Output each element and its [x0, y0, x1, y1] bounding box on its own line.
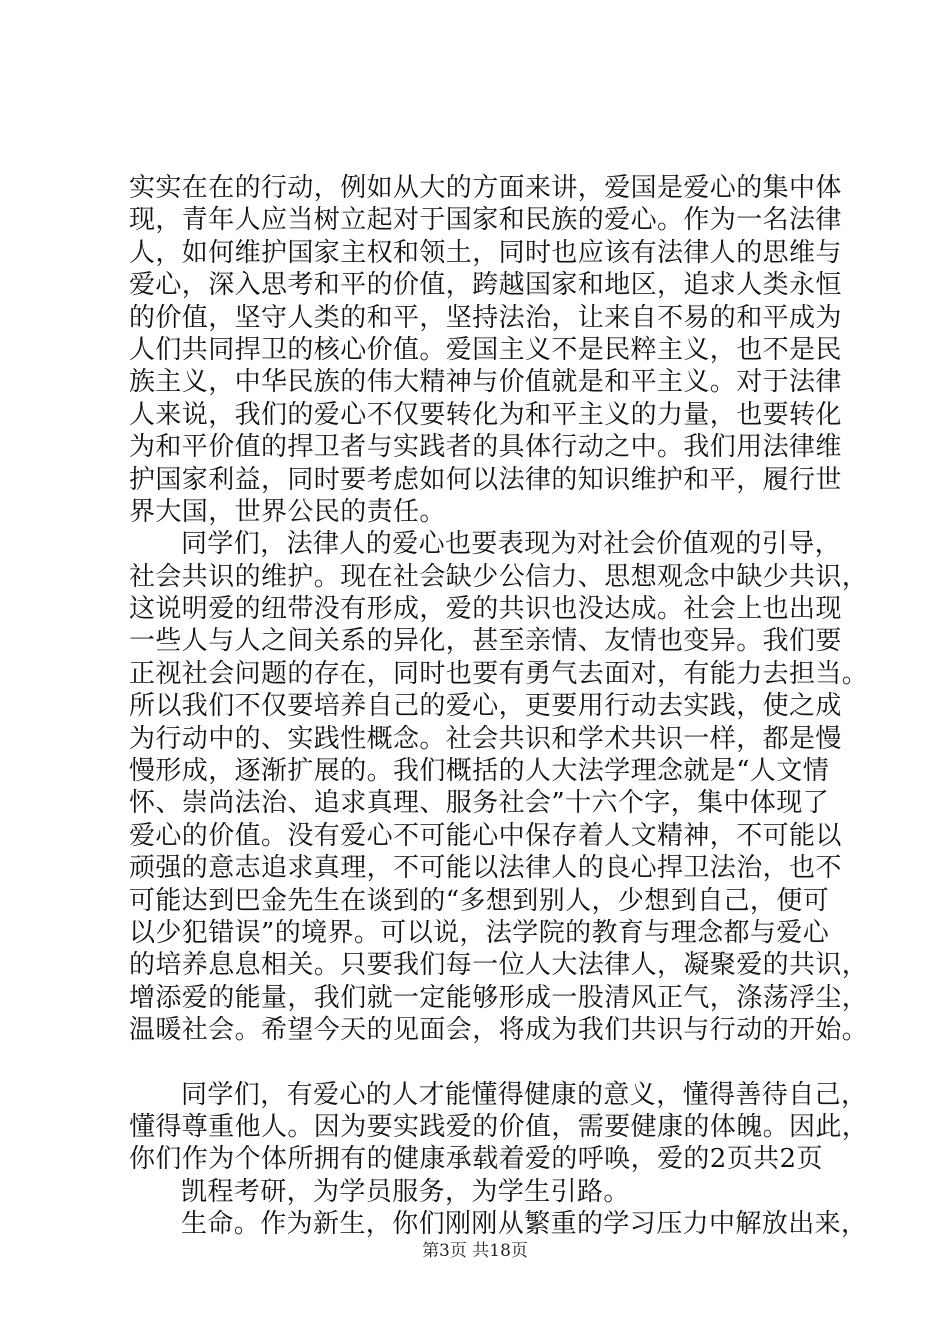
text-line: 怀、崇尚法治、追求真理、服务社会”十六个字，集中体现了	[129, 788, 830, 819]
text-line: 增添爱的能量，我们就一定能够形成一股清风正气，涤荡浮尘，	[129, 982, 869, 1013]
text-line: 一些人与人之间关系的异化，甚至亲情、友情也变异。我们要	[129, 626, 842, 657]
text-line: 界大国，世界公民的责任。	[129, 496, 446, 527]
paragraph-3	[129, 1079, 869, 1176]
text-line: 社会共识的维护。现在社会缺少公信力、思想观念中缺少共识，	[129, 561, 869, 592]
text-line: 以少犯错误”的境界。可以说，法学院的教育与理念都与爱心	[129, 917, 830, 948]
text-line: 爱心的价值。没有爱心不可能心中保存着人文精神，不可能以	[129, 820, 842, 851]
text-line: 正视社会问题的存在，同时也要有勇气去面对，有能力去担当。	[129, 658, 869, 689]
text-line: 的价值，坚守人类的和平，坚持法治，让来自不易的和平成为	[129, 302, 842, 333]
page-number-footer: 第3页 共18页	[422, 1241, 528, 1261]
text-line: 为行动中的、实践性概念。社会共识和学术共识一样，都是慢	[129, 723, 842, 754]
paragraph-2	[129, 528, 869, 1046]
text-line: 生命。作为新生，你们刚刚从繁重的学习压力中解放出来，	[181, 1209, 868, 1240]
paragraph-1	[129, 172, 859, 528]
text-line: 温暖社会。希望今天的见面会，将成为我们共识与行动的开始。	[129, 1015, 869, 1046]
text-line: 实实在在的行动，例如从大的方面来讲，爱国是爱心的集中体	[129, 173, 842, 203]
text-line: 人来说，我们的爱心不仅要转化为和平主义的力量，也要转化	[129, 399, 842, 430]
text-line: 为和平价值的捍卫者与实践者的具体行动之中。我们用法律维	[129, 432, 842, 463]
text-line: 懂得尊重他人。因为要实践爱的价值，需要健康的体魄。因此，	[129, 1111, 869, 1142]
paragraph-5	[129, 1208, 868, 1240]
text-line: 顽强的意志追求真理，不可能以法律人的良心捍卫法治，也不	[129, 853, 842, 884]
text-line: 你们作为个体所拥有的健康承载着爱的呼唤，爱的2页共2页	[129, 1144, 823, 1175]
document-body	[129, 172, 869, 1241]
text-line: 人们共同捍卫的核心价值。爱国主义不是民粹主义，也不是民	[129, 334, 842, 365]
text-line: 同学们，法律人的爱心也要表现为对社会价值观的引导，	[181, 529, 842, 560]
text-line: 凯程考研，为学员服务，为学生引路。	[181, 1176, 630, 1207]
text-line: 的培养息息相关。只要我们每一位人大法律人，凝聚爱的共识，	[129, 950, 869, 981]
paragraph-4	[129, 1176, 859, 1208]
text-line: 族主义，中华民族的伟大精神与价值就是和平主义。对于法律	[129, 367, 842, 398]
paragraph-spacer	[129, 1047, 859, 1079]
text-line: 爱心，深入思考和平的价值，跨越国家和地区，追求人类永恒	[129, 270, 842, 301]
text-line: 现，青年人应当树立起对于国家和民族的爱心。作为一名法律	[129, 205, 842, 236]
text-line: 慢形成，逐渐扩展的。我们概括的人大法学理念就是“人文情	[129, 756, 830, 787]
text-line: 所以我们不仅要培养自己的爱心，更要用行动去实践，使之成	[129, 691, 842, 722]
text-line: 护国家利益，同时要考虑如何以法律的知识维护和平，履行世	[129, 464, 842, 495]
text-line: 同学们，有爱心的人才能懂得健康的意义，懂得善待自己，	[181, 1079, 868, 1110]
text-line: 可能达到巴金先生在谈到的“多想到别人，少想到自己，便可	[129, 885, 830, 916]
text-line: 人，如何维护国家主权和领土，同时也应该有法律人的思维与	[129, 237, 842, 268]
text-line: 这说明爱的纽带没有形成，爱的共识也没达成。社会上也出现	[129, 594, 842, 625]
